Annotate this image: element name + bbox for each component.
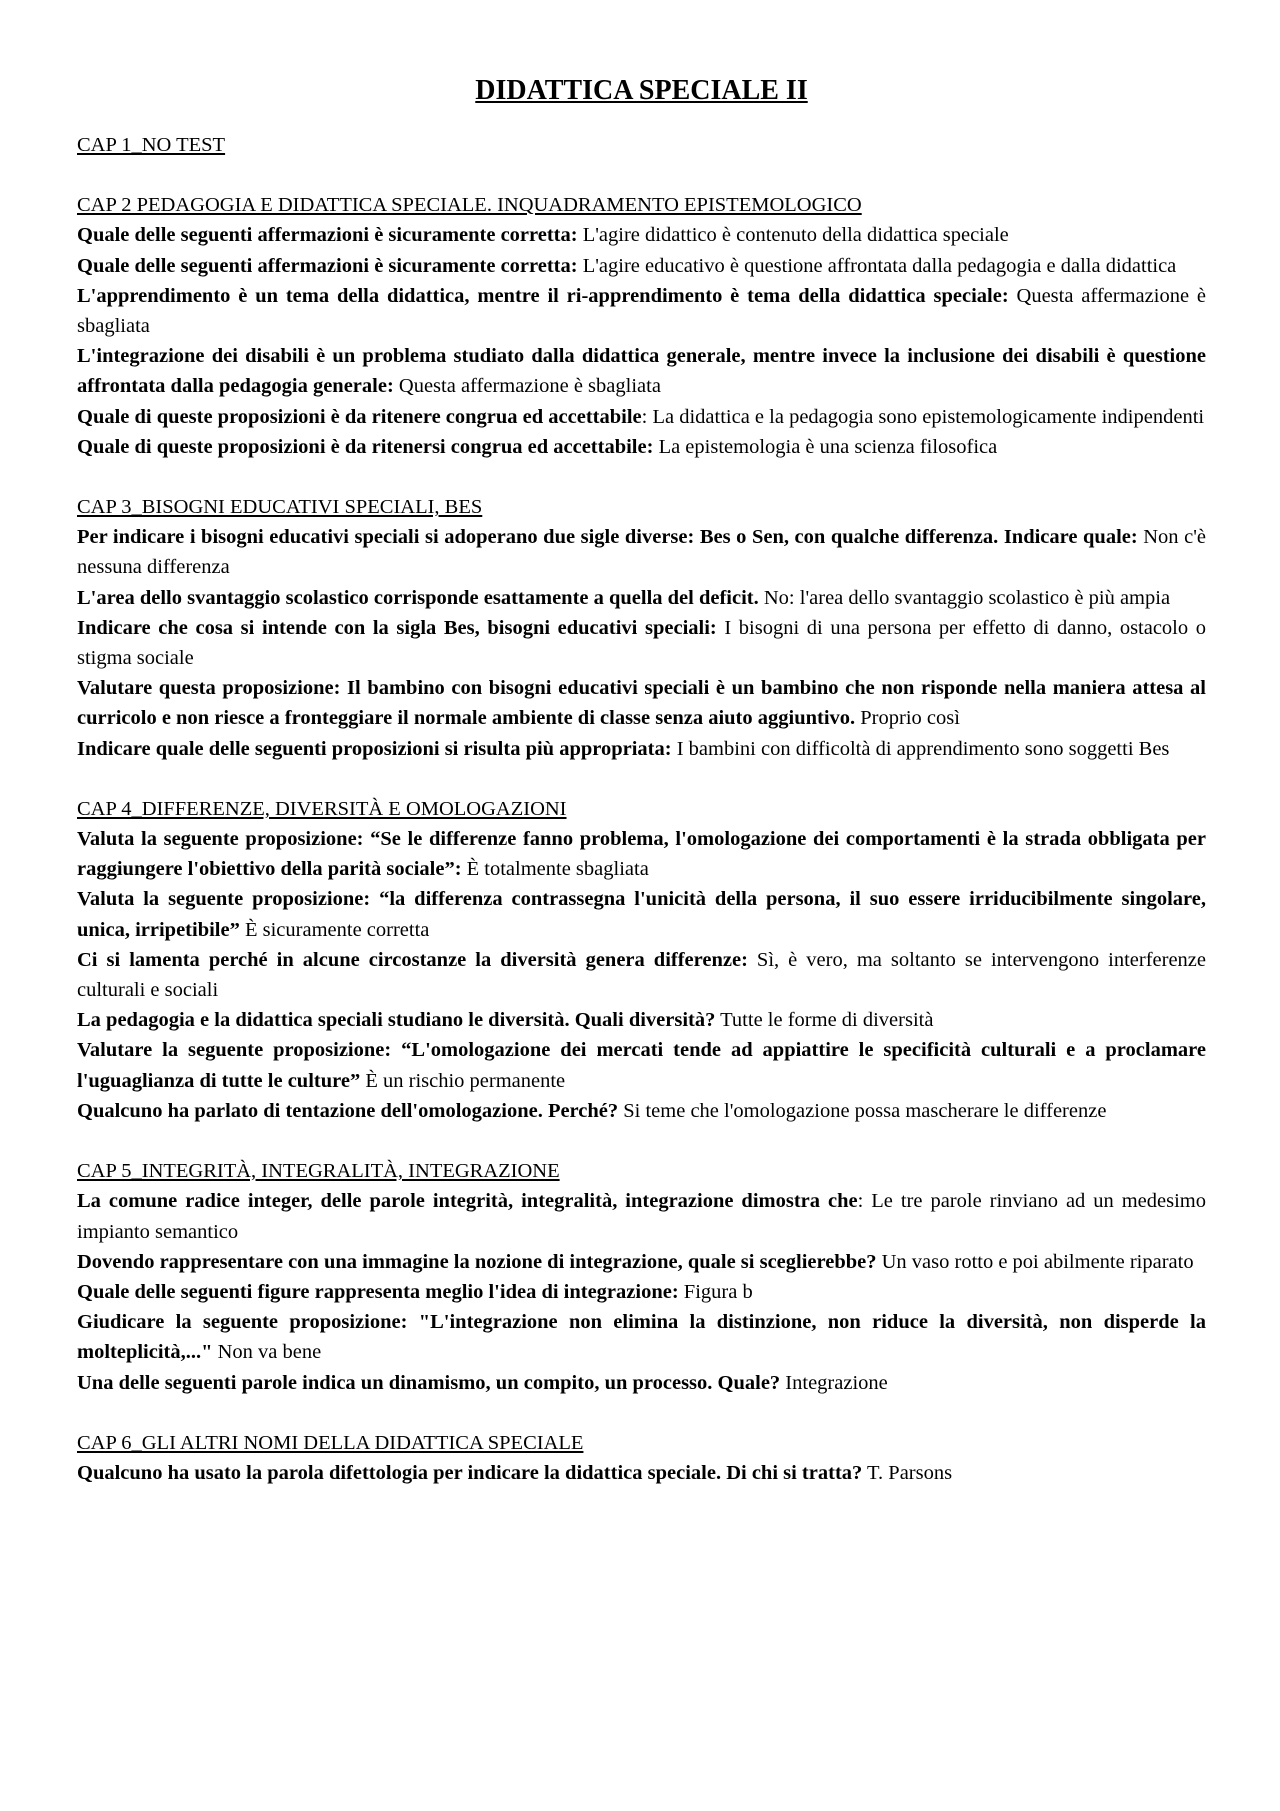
answer-text: : Le tre parole rinviano ad un medesimo impianto semantico [77,1190,1206,1243]
qa-item [77,1096,1206,1126]
document-title: DIDATTICA SPECIALE II [475,75,808,106]
answer-text: T. Parsons [862,1461,953,1484]
question-text: L'area dello svantaggio scolastico corrisponde esattamente a quella del deficit. [77,586,759,609]
question-text: L'apprendimento è un tema della didattica, mentre il ri-apprendimento è tema della didattica speciale: [77,284,1009,307]
sections-container [77,130,1206,1488]
answer-text: L'agire didattico è contenuto della didattica speciale [577,224,1009,247]
qa-item [77,945,1206,1005]
qa-item [77,1458,1206,1488]
question-text: Valuta la seguente proposizione: “Se le differenze fanno problema, l'omologazione dei comportamenti è la strada obbligata per raggiungere l'obiettivo della parità sociale”: [77,828,1206,881]
section-cap-3 [77,492,1206,764]
question-text: Per indicare i bisogni educativi speciali si adoperano due sigle diverse: Bes o Sen, con qualche differenza. Indicare quale: [77,526,1138,549]
answer-text: Non va bene [212,1341,322,1364]
qa-item [77,884,1206,944]
answer-text: È sicuramente corretta [239,918,430,941]
section-heading: CAP 5_INTEGRITÀ, INTEGRALITÀ, INTEGRAZIONE [77,1160,560,1183]
section-heading: CAP 3_BISOGNI EDUCATIVI SPECIALI, BES [77,496,483,519]
section-cap-5 [77,1156,1206,1398]
answer-text: : La didattica e la pedagogia sono epistemologicamente indipendenti [641,405,1205,428]
question-text: Qualcuno ha parlato di tentazione dell'omologazione. Perché? [77,1099,619,1122]
question-text: Quale delle seguenti figure rappresenta meglio l'idea di integrazione: [77,1280,679,1303]
section-heading: CAP 6_GLI ALTRI NOMI DELLA DIDATTICA SPECIALE [77,1431,584,1454]
question-text: Valuta la seguente proposizione: “la differenza contrassegna l'unicità della persona, il suo essere irriducibilmente singolare, unica, irripetibile” [77,888,1206,941]
section-cap-6 [77,1428,1206,1488]
answer-text: Integrazione [780,1371,888,1394]
qa-item [77,220,1206,250]
qa-item [77,1005,1206,1035]
qa-item [77,1277,1206,1307]
answer-text: La epistemologia è una scienza filosofica [653,435,998,458]
answer-text: Questa affermazione è sbagliata [393,375,661,398]
answer-text: Proprio così [855,707,960,730]
qa-item [77,251,1206,281]
section-cap-4 [77,794,1206,1126]
question-text: Indicare quale delle seguenti proposizioni si risulta più appropriata: [77,737,672,760]
question-text: La comune radice integer, delle parole integrità, integralità, integrazione dimostra che [77,1190,858,1213]
question-text: Qualcuno ha usato la parola difettologia per indicare la didattica speciale. Di chi si tratta? [77,1461,863,1484]
question-text: Una delle seguenti parole indica un dinamismo, un compito, un processo. Quale? [77,1371,781,1394]
answer-text: Tutte le forme di diversità [715,1009,934,1032]
qa-item [77,1186,1206,1246]
qa-item [77,734,1206,764]
answer-text: Non c'è nessuna differenza [77,526,1206,579]
question-text: L'integrazione dei disabili è un problema studiato dalla didattica generale, mentre invece la inclusione dei disabili è questione affrontata dalla pedagogia generale: [77,345,1206,398]
question-text: Quale di queste proposizioni è da ritenere congrua ed accettabile [77,405,642,428]
question-text: Quale di queste proposizioni è da ritenersi congrua ed accettabile: [77,435,654,458]
answer-text: Figura b [678,1280,753,1303]
section-heading: CAP 2 PEDAGOGIA E DIDATTICA SPECIALE. INQUADRAMENTO EPISTEMOLOGICO [77,194,862,217]
section-cap-1 [77,130,1206,160]
question-text: Giudicare la seguente proposizione: "L'integrazione non elimina la distinzione, non riduce la diversità, non disperde la molteplicità,..." [77,1311,1206,1364]
qa-item [77,281,1206,341]
section-cap-2 [77,190,1206,462]
answer-text: I bisogni di una persona per effetto di danno, ostacolo o stigma sociale [77,616,1206,670]
qa-item [77,583,1206,613]
qa-item [77,341,1206,401]
section-heading: CAP 4_DIFFERENZE, DIVERSITÀ E OMOLOGAZIONI [77,797,567,820]
answer-text: L'agire educativo è questione affrontata dalla pedagogia e dalla didattica [577,254,1177,277]
question-text: Quale delle seguenti affermazioni è sicuramente corretta: [77,254,578,277]
question-text: Indicare che cosa si intende con la sigla Bes, bisogni educativi speciali: [77,616,717,639]
question-text: Quale delle seguenti affermazioni è sicuramente corretta: [77,224,578,247]
qa-item [77,613,1206,673]
qa-item [77,824,1206,884]
qa-item [77,1307,1206,1367]
qa-item [77,1368,1206,1398]
question-text: Valutare la seguente proposizione: “L'omologazione dei mercati tende ad appiattire le specificità culturali e a proclamare l'uguaglianza di tutte le culture” [77,1039,1206,1092]
answer-text: Questa affermazione è sbagliata [77,284,1206,338]
answer-text: È totalmente sbagliata [461,858,649,881]
question-text: Ci si lamenta perché in alcune circostanze la diversità genera differenze: [77,948,748,971]
qa-item [77,522,1206,582]
qa-item [77,1035,1206,1095]
answer-text: È un rischio permanente [360,1069,566,1092]
answer-text: Un vaso rotto e poi abilmente riparato [876,1250,1194,1273]
answer-text: No: l'area dello svantaggio scolastico è più ampia [758,586,1171,609]
qa-item [77,402,1206,432]
question-text: La pedagogia e la didattica speciali studiano le diversità. Quali diversità? [77,1009,716,1032]
answer-text: Si teme che l'omologazione possa mascherare le differenze [618,1099,1107,1122]
qa-item [77,673,1206,733]
question-text: Valutare questa proposizione: Il bambino con bisogni educativi speciali è un bambino che non risponde nella maniera attesa al curricolo e non riesce a fronteggiare il normale ambiente di classe senza aiuto aggiuntivo. [77,677,1206,730]
answer-text: Sì, è vero, ma soltanto se intervengono interferenze culturali e sociali [77,948,1206,1002]
section-heading: CAP 1_NO TEST [77,134,226,156]
qa-item [77,1247,1206,1277]
qa-item [77,432,1206,462]
answer-text: I bambini con difficoltà di apprendimento sono soggetti Bes [671,737,1170,760]
question-text: Dovendo rappresentare con una immagine la nozione di integrazione, quale si sceglierebbe? [77,1250,877,1273]
